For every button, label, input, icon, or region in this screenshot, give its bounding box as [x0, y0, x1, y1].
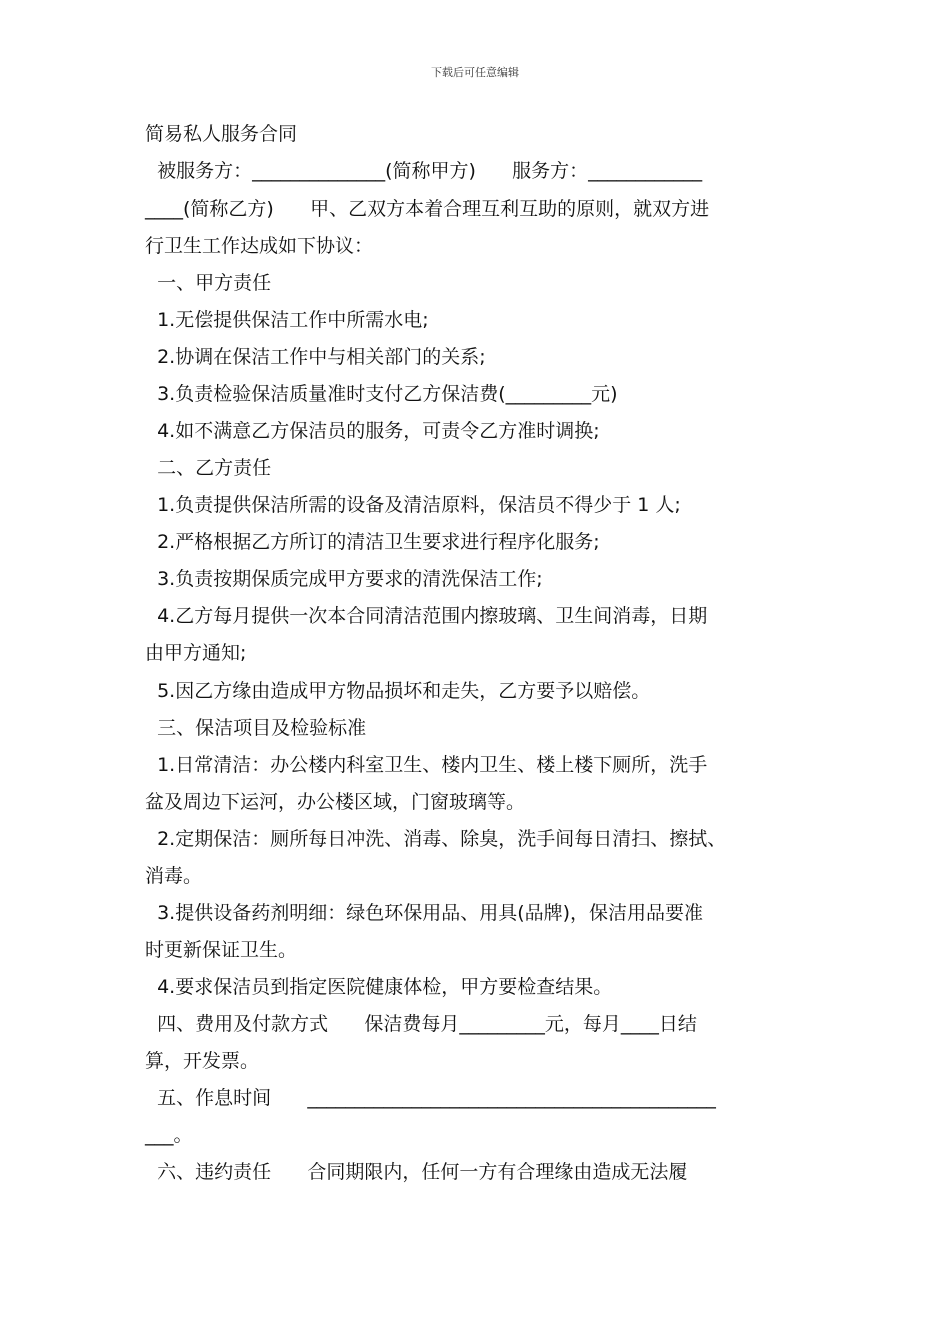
- body-line: 算，开发票。: [145, 1050, 260, 1072]
- section-heading: 六、违约责任 合同期限内，任何一方有合理缘由造成无法履: [145, 1161, 688, 1183]
- body-line: 盆及周边下运河，办公楼区域，门窗玻璃等。: [145, 791, 526, 813]
- body-line: 3.提供设备药剂明细：绿色环保用品、用具(品牌)，保洁用品要准: [145, 902, 704, 924]
- body-line: ____(简称乙方) 甲、乙双方本着合理互利互助的原则，就双方进: [145, 198, 710, 220]
- contract-title: 简易私人服务合同: [145, 123, 298, 145]
- body-line: 被服务方：______________(简称甲方) 服务方：____________: [145, 160, 703, 182]
- body-line: 3.负责检验保洁质量准时支付乙方保洁费(_________元): [145, 383, 618, 405]
- body-line: 1.日常清洁：办公楼内科室卫生、楼内卫生、楼上楼下厕所，洗手: [145, 754, 708, 776]
- body-line: 1.负责提供保洁所需的设备及清洁原料，保洁员不得少于 1 人;: [145, 494, 681, 516]
- body-line: 时更新保证卫生。: [145, 939, 298, 961]
- body-line: 消毒。: [145, 865, 203, 887]
- body-line: 4.要求保洁员到指定医院健康体检，甲方要检查结果。: [145, 976, 613, 998]
- section-heading: 三、保洁项目及检验标准: [145, 717, 367, 739]
- body-line: 4.乙方每月提供一次本合同清洁范围内擦玻璃、卫生间消毒，日期: [145, 605, 708, 627]
- section-heading: 一、甲方责任: [145, 272, 272, 294]
- body-line: 3.负责按期保质完成甲方要求的清洗保洁工作;: [145, 568, 543, 590]
- body-line: 2.严格根据乙方所订的清洁卫生要求进行程序化服务;: [145, 531, 600, 553]
- section-heading: 二、乙方责任: [145, 457, 272, 479]
- body-line: 2.协调在保洁工作中与相关部门的关系;: [145, 346, 486, 368]
- section-heading: 四、费用及付款方式 保洁费每月_________元，每月____日结: [145, 1013, 697, 1035]
- body-line: 由甲方通知;: [145, 642, 247, 664]
- page-header: 下载后可任意编辑: [431, 66, 519, 79]
- body-line: 4.如不满意乙方保洁员的服务，可责令乙方准时调换;: [145, 420, 600, 442]
- body-line: 行卫生工作达成如下协议：: [145, 235, 374, 257]
- body-line: 5.因乙方缘由造成甲方物品损坏和走失，乙方要予以赔偿。: [145, 680, 651, 702]
- body-line: 1.无偿提供保洁工作中所需水电;: [145, 309, 429, 331]
- body-line: ___。: [145, 1124, 193, 1146]
- body-line: 2.定期保洁：厕所每日冲洗、消毒、除臭，洗手间每日清扫、擦拭、: [145, 828, 727, 850]
- section-heading: 五、作息时间 ___________________________________________: [145, 1087, 716, 1109]
